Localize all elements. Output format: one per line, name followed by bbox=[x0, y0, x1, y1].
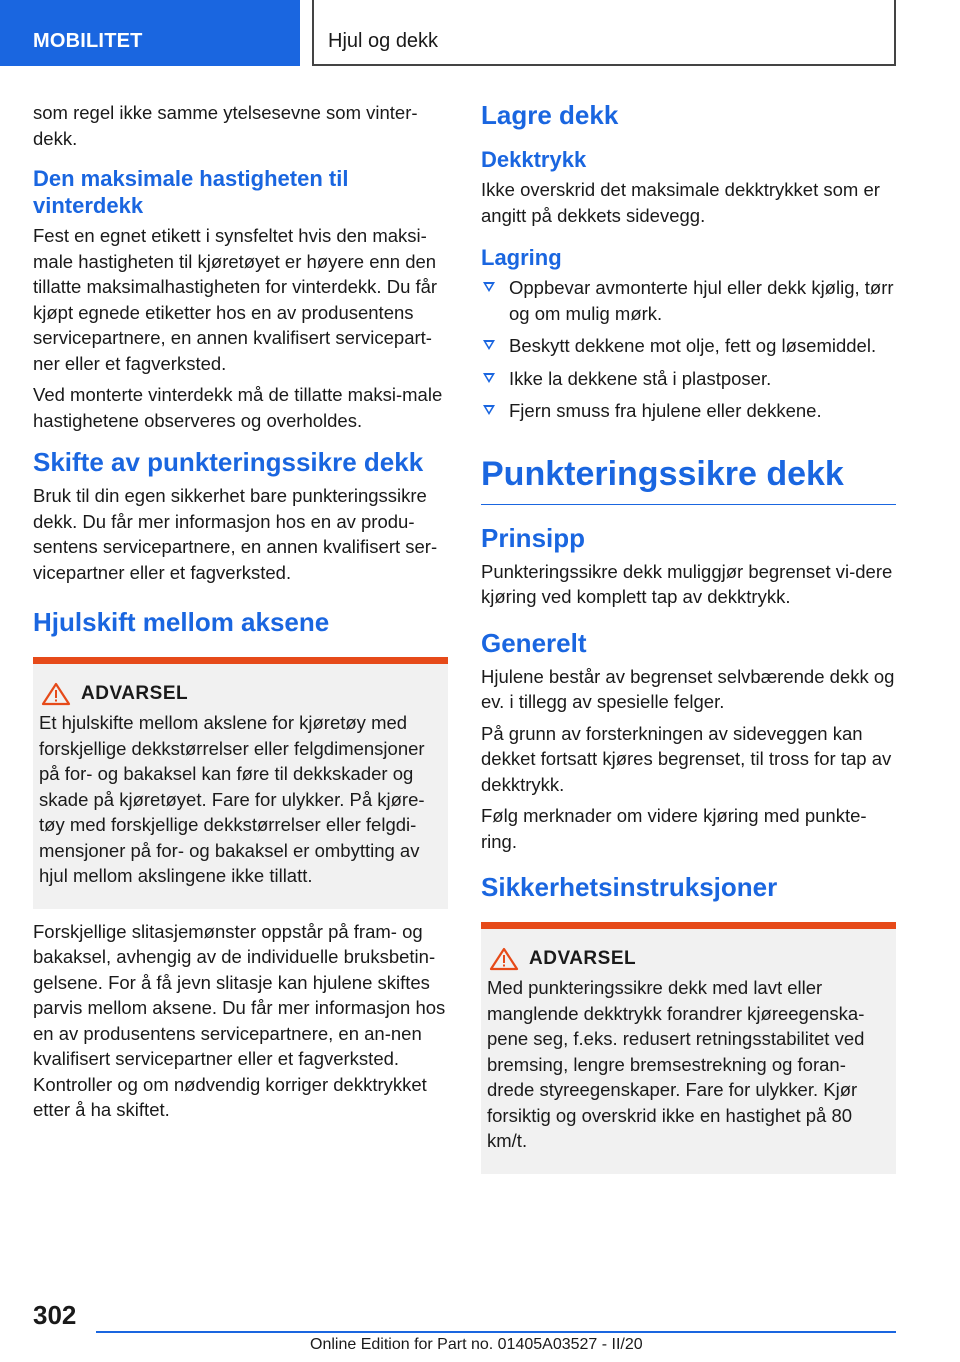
heading-general: Generelt bbox=[481, 627, 587, 658]
warning-text: Et hjulskifte mellom akslene for kjøretøy med forskjellige dekkstørrelser eller felgdimensjoner på for- og bakaksel kan føre til dekkskader og skade på kjøretøyet. Fare for ulykker. På kjøre-tøy med forskjellige dekkstørrelser eller felgdi-mensjoner på for- og bakaksel er ombytting av hjul mellom akslingene ikke tillatt. bbox=[39, 712, 425, 886]
list-item: Oppbevar avmonterte hjul eller dekk kjølig, tørr og om mulig mørk. bbox=[481, 275, 896, 326]
triangle-bullet-icon bbox=[483, 373, 495, 383]
paragraph-general-3: Følg merknader om videre kjøring med punkte-ring. bbox=[481, 805, 867, 852]
warning-triangle-icon bbox=[489, 947, 519, 971]
heading-principle: Prinsipp bbox=[481, 522, 586, 553]
paragraph-axle-swap: Forskjellige slitasjemønster oppstår på fram- og bakaksel, avhengig av de individuelle bruksbetin-gelsene. For å få jevn slitasje kan hjulene skiftes parvis mellom aksene. Du får mer informasjon hos en av produsentens servicepartnere, en an-nen kvalifisert servicepartner eller et fagverksted. Kontroller og om nødvendig korriger dekktrykket etter å ha skiftet. bbox=[33, 920, 446, 1120]
heading-tire-pressure: Dekktrykk bbox=[481, 147, 587, 172]
paragraph-general-2: På grunn av forsterkningen av sideveggen kan dekket fortsatt kjøres begrenset, til tross for tap av dekktrykk. bbox=[481, 722, 892, 795]
storage-list bbox=[481, 275, 896, 424]
list-item: Ikke la dekkene stå i plastposer. bbox=[481, 366, 896, 392]
list-item: Beskytt dekkene mot olje, fett og løsemiddel. bbox=[481, 333, 896, 359]
paragraph-max-speed-1: Fest en egnet etikett i synsfeltet hvis den maksi-male hastigheten til kjøretøyet er høyere enn den tillatte maksimalhastigheten for vinterdekk. Du får kjøpt egnede etiketter hos en av produsentens servicepartnere, en annen kvalifisert servicepart-ner eller et fagverksted. bbox=[33, 225, 438, 374]
heading-runflat-change: Skifte av punkteringssikre dekk bbox=[33, 447, 424, 477]
warning-box-runflat bbox=[481, 922, 896, 1174]
paragraph-tire-pressure: Ikke overskrid det maksimale dekktrykket som er angitt på dekkets sidevegg. bbox=[481, 179, 880, 226]
warning-text: Med punkteringssikre dekk med lavt eller manglende dekktrykk forandrer kjøreegenska-pene seg, f.eks. redusert retningsstabilitet ved bremsing, lengre bremsestrekning og foran-drede styreegenskaper. Fare for ulykker. Kjør forsiktig og overskrid ikke en hastighet på 80 km/t. bbox=[487, 977, 865, 1151]
triangle-bullet-icon bbox=[483, 282, 495, 292]
warning-title: ADVARSEL bbox=[81, 683, 189, 704]
heading-runflat-tires: Punkteringssikre dekk bbox=[481, 452, 896, 505]
footer-edition: Online Edition for Part no. 01405A03527 - II/20 bbox=[310, 1336, 643, 1353]
paragraph-runflat-change: Bruk til din egen sikkerhet bare punkteringssikre dekk. Du får mer informasjon hos en av produ-sentens servicepartnere, en annen kvalifisert ser-vicepartner eller et fagverksted. bbox=[33, 485, 438, 583]
warning-header bbox=[487, 947, 886, 971]
warning-title: ADVARSEL bbox=[529, 948, 637, 969]
intro-paragraph: som regel ikke samme ytelsesevne som vinter-dekk. bbox=[33, 102, 418, 149]
left-column bbox=[33, 100, 448, 1129]
warning-triangle-icon bbox=[41, 682, 71, 706]
chapter-title: Hjul og dekk bbox=[312, 0, 896, 66]
triangle-bullet-icon bbox=[483, 340, 495, 350]
page-number: 302 bbox=[33, 1300, 77, 1330]
heading-store-tires: Lagre dekk bbox=[481, 100, 619, 130]
list-item: Fjern smuss fra hjulene eller dekkene. bbox=[481, 398, 896, 424]
warning-box-axle-swap bbox=[33, 657, 448, 909]
triangle-bullet-icon bbox=[483, 405, 495, 415]
right-column bbox=[481, 100, 896, 1184]
page-header bbox=[0, 0, 960, 66]
heading-axle-swap: Hjulskift mellom aksene bbox=[33, 607, 330, 637]
footer-divider bbox=[96, 1331, 896, 1333]
warning-header bbox=[39, 682, 438, 706]
paragraph-principle: Punkteringssikre dekk muliggjør begrenset vi-dere kjøring ved komplett tap av dekktrykk. bbox=[481, 560, 893, 607]
heading-storage: Lagring bbox=[481, 245, 562, 270]
heading-max-speed: Den maksimale hastigheten til vinterdekk bbox=[33, 166, 349, 218]
heading-safety: Sikkerhetsinstruksjoner bbox=[481, 872, 778, 902]
section-tab: MOBILITET bbox=[0, 0, 300, 66]
paragraph-max-speed-2: Ved monterte vinterdekk må de tillatte maksi-male hastighetene observeres og overholdes. bbox=[33, 384, 443, 431]
paragraph-general-1: Hjulene består av begrenset selvbærende dekk og ev. i tillegg av spesielle felger. bbox=[481, 665, 895, 712]
